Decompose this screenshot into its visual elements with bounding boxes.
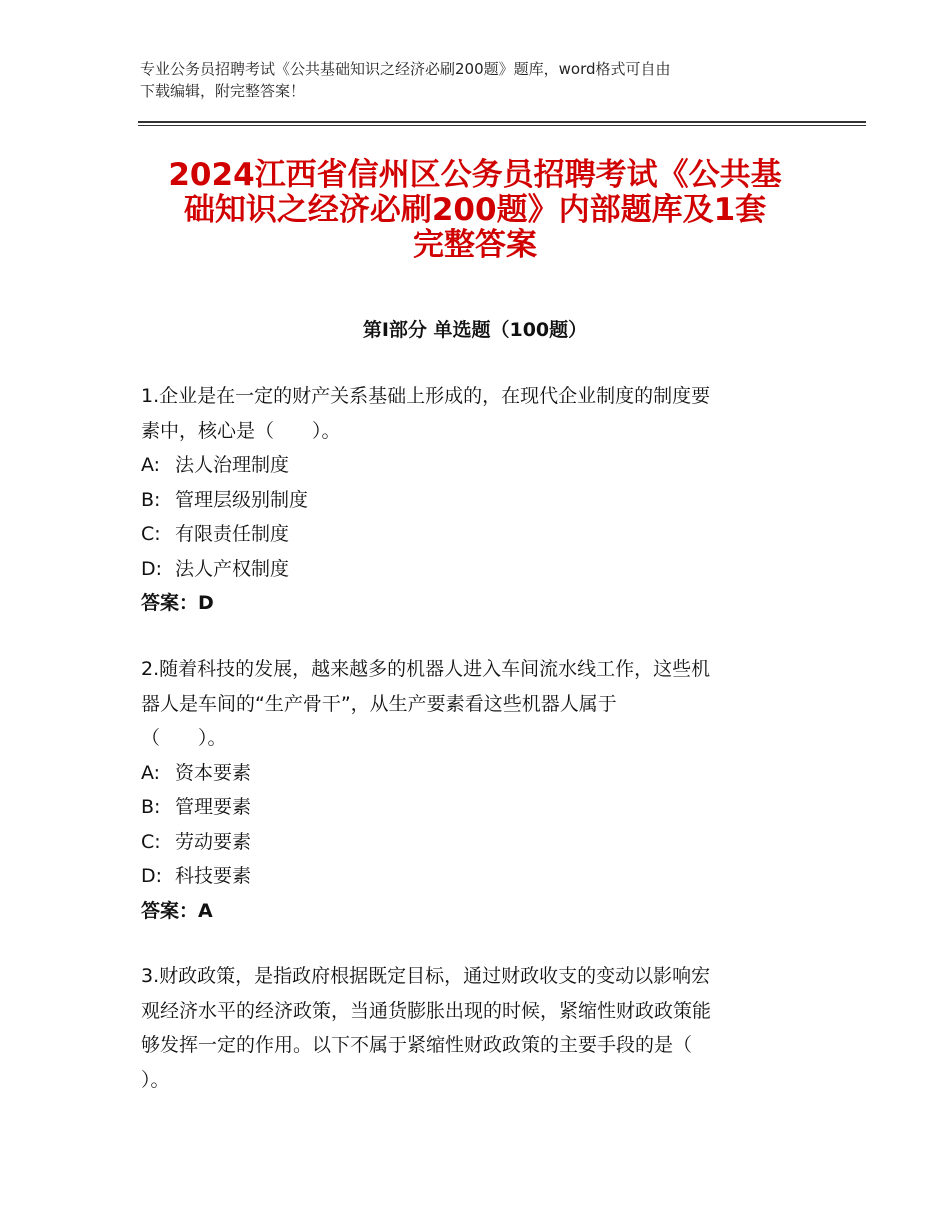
option-text: 劳动要素: [175, 830, 252, 853]
stem-line: 3.财政政策，是指政府根据既定目标，通过财政收支的变动以影响宏: [141, 965, 711, 987]
option-text: 科技要素: [175, 865, 252, 887]
option-b: [141, 483, 801, 518]
section-title: 第Ⅰ部分 单选题（100题）: [362, 319, 588, 341]
title-line: 完整答案: [413, 227, 537, 263]
stem-line: ）。: [141, 1068, 170, 1091]
question-stem: [141, 652, 801, 756]
option-letter: D:: [141, 865, 163, 887]
question-stem: [141, 379, 801, 448]
header-divider: [138, 121, 866, 123]
option-letter: B:: [141, 488, 161, 511]
option-text: 资本要素: [175, 761, 252, 784]
option-d: [141, 552, 801, 587]
title-line: 础知识之经济必刷200题》内部题库及1套: [183, 192, 767, 228]
option-text: 有限责任制度: [175, 523, 290, 545]
option-text: 管理层级别制度: [175, 488, 309, 511]
stem-line: 观经济水平的经济政策，当通货膨胀出现的时候，紧缩性财政政策能: [141, 999, 712, 1022]
title-line: 2024江西省信州区公务员招聘考试《公共基: [168, 157, 782, 193]
option-letter: B:: [141, 796, 161, 818]
stem-line: 1.企业是在一定的财产关系基础上形成的，在现代企业制度的制度要: [141, 385, 711, 407]
option-letter: D:: [141, 557, 163, 580]
option-letter: C:: [141, 830, 161, 853]
option-letter: C:: [141, 523, 161, 545]
header-note: [140, 58, 840, 102]
option-text: 法人治理制度: [175, 454, 290, 476]
stem-line: 素中，核心是（ ）。: [141, 419, 341, 442]
option-b: [141, 790, 801, 825]
option-letter: A:: [141, 454, 161, 476]
stem-line: 够发挥一定的作用。以下不属于紧缩性财政政策的主要手段的是（: [141, 1034, 693, 1056]
option-c: [141, 517, 801, 552]
option-a: [141, 756, 801, 791]
option-d: [141, 859, 801, 894]
header-divider-thin: [138, 125, 866, 126]
question-stem: [141, 959, 801, 1097]
header-note-line: 专业公务员招聘考试《公共基础知识之经济必刷200题》题库，word格式可自由: [140, 60, 671, 78]
option-text: 法人产权制度: [175, 557, 290, 580]
stem-line: 器人是车间的“生产骨干”，从生产要素看这些机器人属于: [141, 692, 617, 715]
option-text: 管理要素: [175, 796, 252, 818]
answer: 答案：D: [141, 592, 214, 614]
question-2: [141, 652, 801, 928]
option-a: [141, 448, 801, 483]
option-letter: A:: [141, 761, 161, 784]
document-title: [120, 158, 830, 263]
stem-line: 2.随着科技的发展，越来越多的机器人进入车间流水线工作，这些机: [141, 658, 711, 680]
option-c: [141, 825, 801, 860]
question-1: [141, 379, 801, 621]
question-3: [141, 959, 801, 1097]
stem-line: （ ）。: [141, 727, 227, 749]
header-note-line: 下载编辑，附完整答案！: [140, 82, 306, 100]
answer: 答案：A: [141, 899, 213, 922]
